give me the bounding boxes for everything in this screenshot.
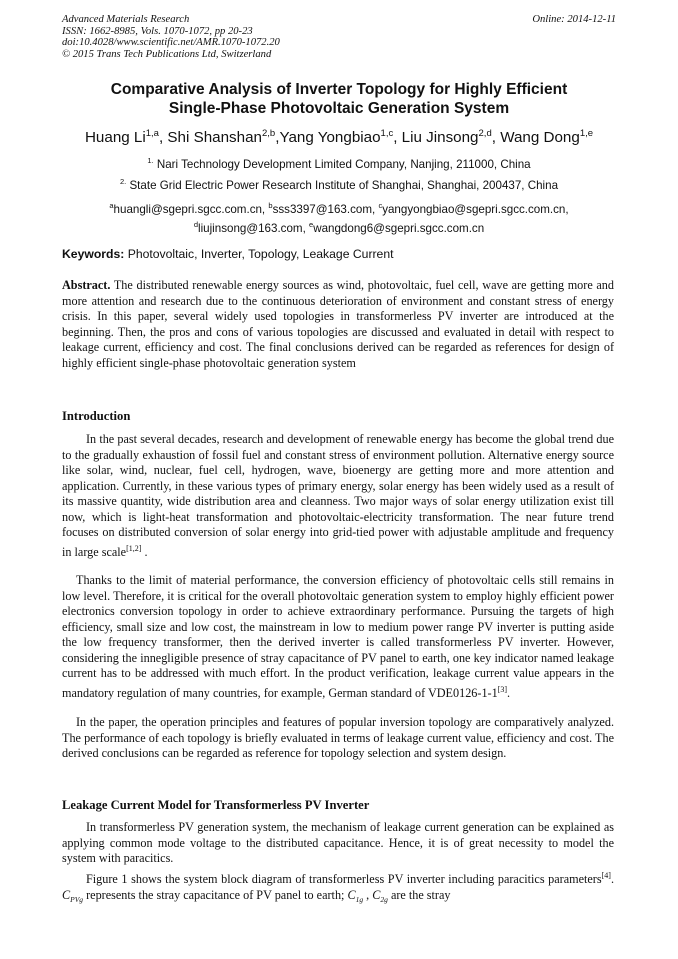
affiliation-2 xyxy=(20,177,658,192)
email-list: $^a$huangli@sgepri.sgcc.com.cn, $^b$sss3397@163.com, $^c$yangyongbiao@sgepri.sgcc.com.cn, $^d$liujinsong@163.com, $^e$wangdong6@sgepri.sgcc.com.cn xyxy=(109,201,569,235)
online-date: Online: 2014-12-11 xyxy=(532,14,616,25)
abstract-text: The distributed renewable energy sources as wind, photovoltaic, fuel cell, wave are getting more and more attention and research due to the continuous deterioration of environment and constant stress of energy crisis. In this paper, several widely used topologies in transformerless PV inverter are introduced at the beginning. Then, the pros and cons of various topologies are discussed and evaluated in detail with respect to leakage current, efficiency and cost. The final conclusions derived can be regarded as references for design of highly efficient single-phase photovoltaic generation system xyxy=(62,278,614,370)
keywords-text: Photovoltaic, Inverter, Topology, Leakage Current xyxy=(127,247,394,261)
symbol-c-pvg xyxy=(62,888,83,902)
paragraph-text: , xyxy=(363,887,373,902)
keywords xyxy=(62,247,394,261)
symbol-c-1g xyxy=(347,888,363,902)
affiliation-1 xyxy=(20,156,658,171)
paragraph-text: are the stray xyxy=(387,887,451,902)
symbol-letter: C xyxy=(62,887,71,902)
email-b[interactable]: sss3397@163.com, xyxy=(272,202,376,216)
affiliation-sup: 1. xyxy=(147,156,154,165)
issn-line: ISSN: 1662-8985, Vols. 1070-1072, pp 20-23 xyxy=(62,25,253,37)
author-list: Huang Li$^{1,a}$, Shi Shanshan$^{2,b}$,Yang Yongbiao$^{1,c}$, Liu Jinsong$^{2,d}$, Wang Dong$^{1,e}$ xyxy=(84,128,594,147)
journal-name: Advanced Materials Research xyxy=(62,14,190,25)
copyright-line: © 2015 Trans Tech Publications Ltd, Switzerland xyxy=(62,48,272,60)
paragraph-end: . xyxy=(141,544,148,559)
paragraph-end: . xyxy=(507,685,511,700)
email-e[interactable]: wangdong6@sgepri.sgcc.com.cn xyxy=(313,221,485,235)
keywords-label: Keywords: xyxy=(62,247,125,261)
author-name: Huang Li xyxy=(84,129,146,147)
author-name: Yang Yongbiao xyxy=(279,129,381,147)
affiliation-sup: 2. xyxy=(119,177,127,186)
affiliation-text: Nari Technology Development Limited Company, Nanjing, 211000, China xyxy=(156,157,531,171)
leakage-paragraph-2 xyxy=(62,868,614,907)
author-sup: 1,e xyxy=(579,128,594,139)
paragraph-text: In the past several decades, research and development of renewable energy has become the global trend due to the gradually exhaustion of fossil fuel and constant stress of environment pollution. Alternative energy source like solar, wind, nuclear, fuel cell, hydrogen, wave, bioenergy are getting more and more attention and application. Currently, in these various types of primary energy, solar energy has been widely used as a result of its massive quantity, wide distribution area and cleanness. Two major ways of solar energy utilization exist till now, which is light-heat transformation and photovoltaic-electricity transformation. The near future trend focuses on distributed conversion of solar energy into grid-tied power with adjustable amplitude and frequency in large scale xyxy=(62,432,614,559)
abstract-label: Abstract. xyxy=(62,278,111,292)
section-heading-leakage: Leakage Current Model for Transformerless PV Inverter xyxy=(62,798,370,812)
affiliation-text: State Grid Electric Power Research Institute of Shanghai, Shanghai, 200437, China xyxy=(129,178,559,192)
paragraph-text: represents the stray capacitance of PV panel to earth; xyxy=(83,887,348,902)
intro-paragraph-2 xyxy=(62,573,614,701)
leakage-paragraph-1: In transformerless PV generation system, the mechanism of leakage current generation can be explained as applying common mode voltage to the distributed capacitance. Hence, it is of great necessity to model the system with paracitics. xyxy=(62,820,614,865)
symbol-letter: C xyxy=(347,887,356,902)
symbol-c-2g xyxy=(372,888,388,902)
author-sup: 1,c xyxy=(380,128,394,139)
page-header xyxy=(62,14,616,60)
symbol-subscript: PVg xyxy=(70,894,84,904)
paragraph-text: Figure 1 shows the system block diagram of transformerless PV inverter including paracitics parameters xyxy=(86,872,602,887)
citation: [4] xyxy=(601,871,611,880)
author-name: Liu Jinsong xyxy=(401,129,479,147)
citation: [3] xyxy=(497,684,508,694)
symbol-subscript: 1g xyxy=(355,894,364,904)
author-sup: 1,a xyxy=(145,128,159,139)
paragraph-text: . xyxy=(610,872,614,887)
author-sup: 2,d xyxy=(478,128,492,139)
author-name: Wang Dong xyxy=(500,129,580,147)
symbol-letter: C xyxy=(372,887,381,902)
email-a[interactable]: huangli@sgepri.sgcc.com.cn, xyxy=(113,202,266,216)
abstract xyxy=(62,278,614,371)
paragraph-text: Thanks to the limit of material performance, the conversion efficiency of photovoltaic cells still remains in low level. Therefore, it is critical for the overall photovoltaic generation system to employ highly efficient power electronics conversion topology in order to achieve extraordinary performance. Pursuing the targets of high efficiency, small size and low cost, the mainstream in low to medium power range PV inverter is putting aside the low frequency transformer, then the derived inverter is called transformerless PV inverter. However, considering the innegligible presence of stray capacitance of PV panel to earth, one key indicator named leakage current has to be addressed with much effort. In the product verification, leakage current value appears in the mandatory regulation of many countries, for example, German standard of VDE0126-1-1 xyxy=(62,573,614,700)
intro-paragraph-1 xyxy=(62,432,614,560)
section-heading-introduction: Introduction xyxy=(62,409,131,423)
paper-title xyxy=(40,80,638,118)
email-d[interactable]: liujinsong@163.com, xyxy=(198,221,306,235)
symbol-subscript: 2g xyxy=(380,894,388,904)
intro-paragraph-3: In the paper, the operation principles and features of popular inversion topology are comparatively analyzed. The performance of each topology is briefly evaluated in terms of leakage current value, efficiency and cost. The derived conclusions can be regarded as reference for topology selection and system design. xyxy=(62,715,614,760)
author-name: Shi Shanshan xyxy=(167,129,262,147)
author-sup: 2,b xyxy=(262,128,276,139)
citation: [1,2] xyxy=(126,543,142,553)
doi-line: doi:10.4028/www.scientific.net/AMR.1070-1072.20 xyxy=(62,37,280,49)
email-c[interactable]: yangyongbiao@sgepri.sgcc.com.cn, xyxy=(382,202,569,216)
title-line-1: Comparative Analysis of Inverter Topology for Highly Efficient xyxy=(110,81,568,98)
title-line-2: Single-Phase Photovoltaic Generation System xyxy=(168,100,510,117)
